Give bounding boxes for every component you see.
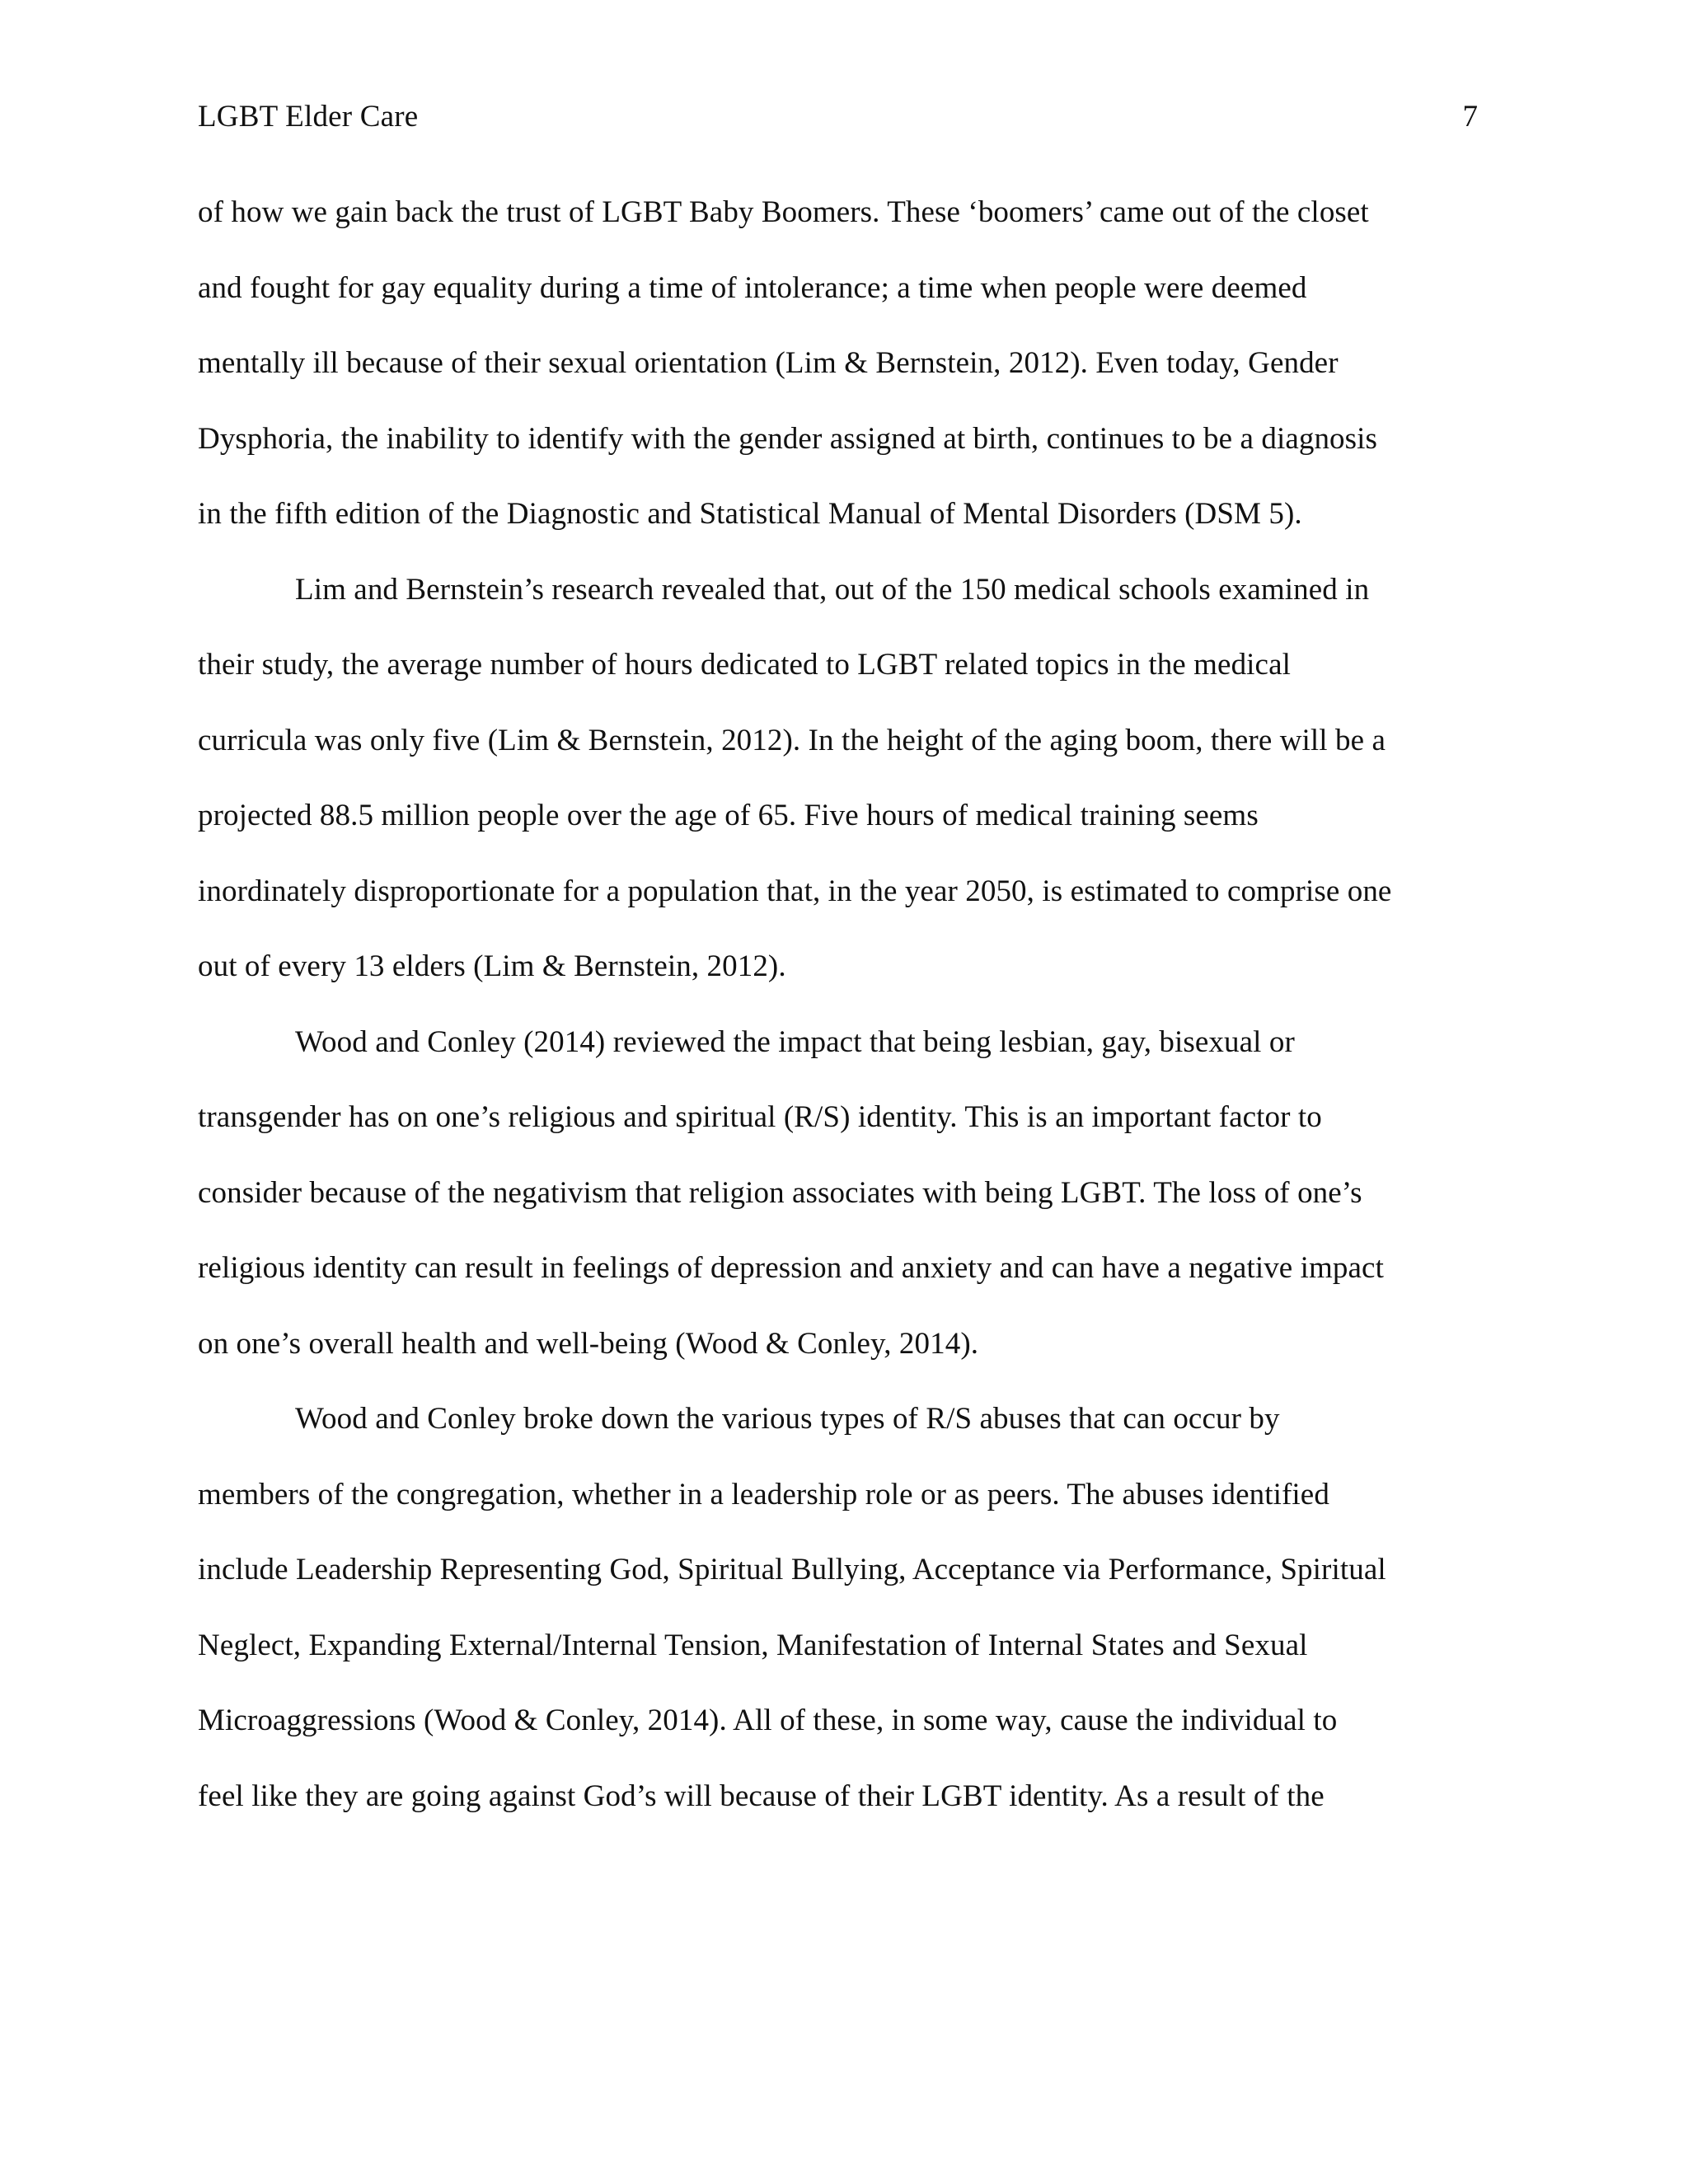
paragraph-first-line: Wood and Conley broke down the various types of R/S abuses that can occur by	[295, 1402, 1280, 1436]
text-line: transgender has on one’s religious and spiritual (R/S) identity. This is an important factor to	[198, 1100, 1322, 1134]
text-line: their study, the average number of hours dedicated to LGBT related topics in the medical	[198, 648, 1291, 682]
text-line: curricula was only five (Lim & Bernstein, 2012). In the height of the aging boom, there will be a	[198, 723, 1386, 757]
text-line: Microaggressions (Wood & Conley, 2014). All of these, in some way, cause the individual to	[198, 1704, 1338, 1737]
paragraph-first-line: Wood and Conley (2014) reviewed the impact that being lesbian, gay, bisexual or	[295, 1024, 1295, 1059]
text-line: Neglect, Expanding External/Internal Tension, Manifestation of Internal States and Sexual	[198, 1628, 1308, 1662]
text-line: mentally ill because of their sexual orientation (Lim & Bernstein, 2012). Even today, Gender	[198, 346, 1339, 380]
text-line: projected 88.5 million people over the age of 65. Five hours of medical training seems	[198, 799, 1259, 832]
text-line: out of every 13 elders (Lim & Bernstein, 2012).	[198, 949, 786, 983]
text-line: feel like they are going against God’s will because of their LGBT identity. As a result of the	[198, 1779, 1325, 1813]
text-line: Dysphoria, the inability to identify with the gender assigned at birth, continues to be a diagnosis	[198, 421, 1378, 456]
paragraph-first-line: Lim and Bernstein’s research revealed that, out of the 150 medical schools examined in	[295, 572, 1370, 607]
text-line: consider because of the negativism that religion associates with being LGBT. The loss of one’s	[198, 1175, 1362, 1210]
text-line: religious identity can result in feelings of depression and anxiety and can have a negative impact	[198, 1251, 1384, 1285]
text-line: inordinately disproportionate for a population that, in the year 2050, is estimated to comprise one	[198, 874, 1392, 908]
page-number: 7	[1462, 100, 1478, 134]
text-line: and fought for gay equality during a time of intolerance; a time when people were deemed	[198, 270, 1307, 305]
body-text	[198, 193, 1484, 1852]
text-line: include Leadership Representing God, Spiritual Bullying, Acceptance via Performance, Spiritual	[198, 1553, 1386, 1586]
running-head: LGBT Elder Care	[198, 100, 419, 134]
text-line: on one’s overall health and well-being (Wood & Conley, 2014).	[198, 1326, 979, 1361]
text-line: members of the congregation, whether in a leadership role or as peers. The abuses identified	[198, 1477, 1329, 1511]
text-line: of how we gain back the trust of LGBT Baby Boomers. These ‘boomers’ came out of the closet	[198, 195, 1369, 229]
text-line: in the fifth edition of the Diagnostic and Statistical Manual of Mental Disorders (DSM 5).	[198, 497, 1302, 531]
